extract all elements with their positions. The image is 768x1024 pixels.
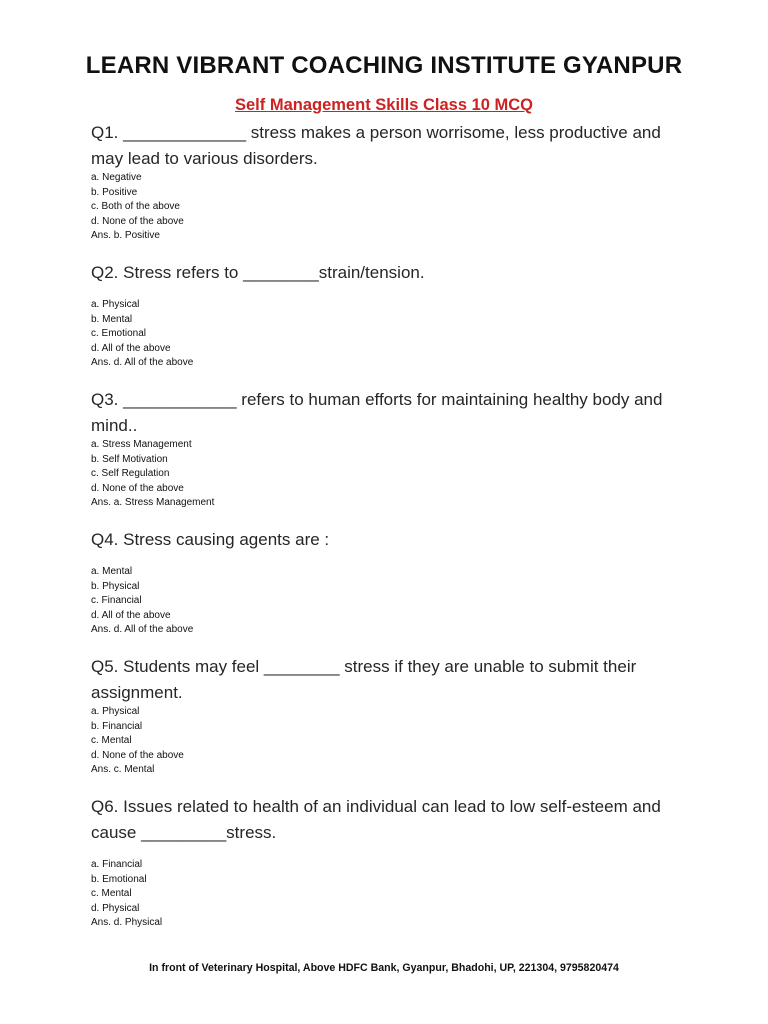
- option-2a: a. Physical: [91, 299, 140, 310]
- answer-6: Ans. d. Physical: [91, 917, 163, 929]
- question-5: Q5. Students may feel ________ stress if they are unable to submit their assignment.: [91, 657, 637, 702]
- option-1c: c. Both of the above: [91, 201, 180, 213]
- option-3d: d. None of the above: [91, 482, 184, 494]
- option-2d: d. All of the above: [91, 342, 171, 354]
- option-4a: a. Mental: [91, 566, 133, 577]
- option-6a: a. Financial: [91, 859, 143, 870]
- option-4c: c. Financial: [91, 595, 142, 607]
- option-1b: b. Positive: [91, 186, 138, 198]
- options-list-6: [91, 858, 162, 931]
- question-4: Q4. Stress causing agents are :: [91, 530, 330, 549]
- option-3b: b. Self Motivation: [91, 453, 168, 465]
- option-5d: d. None of the above: [91, 749, 184, 761]
- options-list-4: [91, 565, 193, 638]
- question-2: Q2. Stress refers to ________strain/tension.: [91, 263, 425, 282]
- options-list-3: [91, 438, 214, 511]
- page-subtitle: Self Management Skills Class 10 MCQ: [234, 96, 534, 114]
- option-4b: b. Physical: [91, 580, 140, 592]
- option-1a: a. Negative: [91, 172, 142, 183]
- question-6: Q6. Issues related to health of an individual can lead to low self-esteem and cause _________stress.: [91, 797, 661, 842]
- option-6d: d. Physical: [91, 902, 140, 914]
- option-6c: c. Mental: [91, 888, 132, 900]
- option-2c: c. Emotional: [91, 328, 147, 340]
- options-list-2: [91, 298, 193, 371]
- options-list-5: [91, 705, 184, 778]
- answer-3: Ans. a. Stress Management: [91, 497, 215, 509]
- option-5a: a. Physical: [91, 706, 140, 717]
- answer-4: Ans. d. All of the above: [91, 624, 194, 636]
- question-1: Q1. _____________ stress makes a person worrisome, less productive and may lead to various disorders.: [91, 123, 661, 168]
- page-title: LEARN VIBRANT COACHING INSTITUTE GYANPUR: [85, 52, 683, 79]
- option-5c: c. Mental: [91, 735, 132, 747]
- answer-5: Ans. c. Mental: [91, 764, 155, 776]
- option-6b: b. Emotional: [91, 873, 147, 885]
- answer-2: Ans. d. All of the above: [91, 357, 194, 369]
- option-3a: a. Stress Management: [91, 439, 192, 450]
- question-3: Q3. ____________ refers to human efforts for maintaining healthy body and mind..: [91, 390, 663, 435]
- option-4d: d. All of the above: [91, 609, 171, 621]
- answer-1: Ans. b. Positive: [91, 230, 160, 242]
- option-2b: b. Mental: [91, 313, 133, 325]
- option-3c: c. Self Regulation: [91, 468, 170, 480]
- options-list-1: [91, 171, 184, 244]
- option-1d: d. None of the above: [91, 215, 184, 227]
- option-5b: b. Financial: [91, 720, 143, 732]
- footer-address: In front of Veterinary Hospital, Above HDFC Bank, Gyanpur, Bhadohi, UP, 221304, 9795820474: [149, 962, 619, 974]
